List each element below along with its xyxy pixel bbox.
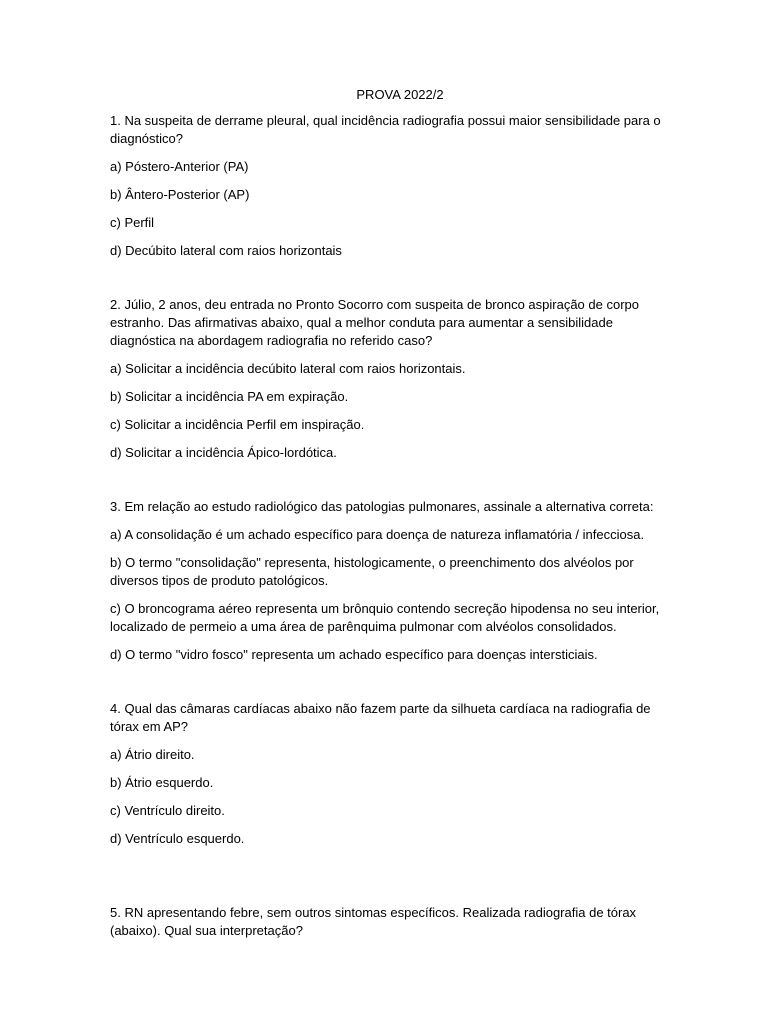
question-2-option-b: b) Solicitar a incidência PA em expiração. xyxy=(110,389,349,404)
question-4-option-b: b) Átrio esquerdo. xyxy=(110,775,214,790)
question-3-option-a: a) A consolidação é um achado específico para doença de natureza inflamatória / infecciosa. xyxy=(110,527,645,542)
question-5 xyxy=(110,904,670,940)
question-1-option-d: d) Decúbito lateral com raios horizontais xyxy=(110,243,342,258)
question-5-text: 5. RN apresentando febre, sem outros sintomas específicos. Realizada radiografia de tórax (abaixo). Qual sua interpretação? xyxy=(110,905,637,938)
question-2-text: 2. Júlio, 2 anos, deu entrada no Pronto Socorro com suspeita de bronco aspiração de corpo estranho. Das afirmativas abaixo, qual a melhor conduta para aumentar a sensibilidade diagnóstica na abordagem radiografia no referido caso? xyxy=(110,297,639,348)
question-3-option-c: c) O broncograma aéreo representa um brônquio contendo secreção hipodensa no seu interior, localizado de permeio a uma área de parênquima pulmonar com alvéolos consolidados. xyxy=(110,601,660,634)
question-2-option-a: a) Solicitar a incidência decúbito lateral com raios horizontais. xyxy=(110,361,466,376)
question-1-text: 1. Na suspeita de derrame pleural, qual incidência radiografia possui maior sensibilidade para o diagnóstico? xyxy=(110,113,661,146)
question-4 xyxy=(110,700,670,848)
spacer xyxy=(110,674,670,700)
question-3-option-b: b) O termo "consolidação" representa, histologicamente, o preenchimento dos alvéolos por diversos tipos de produto patológicos. xyxy=(110,555,634,588)
exam-page xyxy=(110,86,670,950)
question-3-option-d: d) O termo "vidro fosco" representa um achado específico para doenças intersticiais. xyxy=(110,647,598,662)
question-1-option-c: c) Perfil xyxy=(110,215,155,230)
spacer xyxy=(110,858,670,904)
spacer xyxy=(110,270,670,296)
question-2-option-d: d) Solicitar a incidência Ápico-lordótica. xyxy=(110,445,337,460)
question-4-option-a: a) Átrio direito. xyxy=(110,747,195,762)
question-2 xyxy=(110,296,670,462)
question-4-text: 4. Qual das câmaras cardíacas abaixo não fazem parte da silhueta cardíaca na radiografia de tórax em AP? xyxy=(110,701,651,734)
question-4-option-c: c) Ventrículo direito. xyxy=(110,803,225,818)
question-2-option-c: c) Solicitar a incidência Perfil em inspiração. xyxy=(110,417,365,432)
question-1 xyxy=(110,112,670,260)
question-1-option-b: b) Ântero-Posterior (AP) xyxy=(110,187,250,202)
question-3 xyxy=(110,498,670,664)
spacer xyxy=(110,472,670,498)
page-title: PROVA 2022/2 xyxy=(356,87,444,102)
question-4-option-d: d) Ventrículo esquerdo. xyxy=(110,831,245,846)
question-1-option-a: a) Póstero-Anterior (PA) xyxy=(110,159,249,174)
question-3-text: 3. Em relação ao estudo radiológico das patologias pulmonares, assinale a alternativa correta: xyxy=(110,499,654,514)
